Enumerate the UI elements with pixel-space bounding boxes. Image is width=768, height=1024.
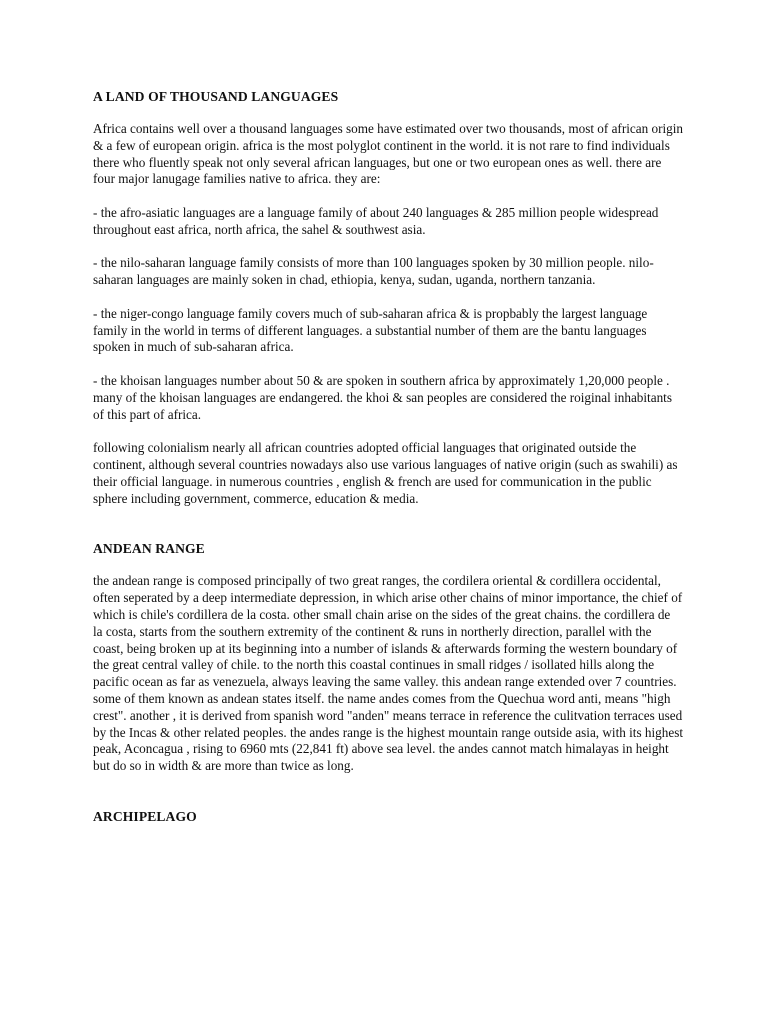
paragraph-andean-range: the andean range is composed principally of two great ranges, the cordilera oriental & cordillera occidental, often seperated by a deep intermediate depression, in which arise other chains of minor importance, the chief of which is chile's cordillera de la costa. other small chain arise on the sides of the great chains. the cordillera de la costa, starts from the southern extremity of the continent & runs in northerly direction, parallel with the coast, being broken up at its beginning into a number of islands & afterwards forming the western boundary of the great central valley of chile. to the north this coastal continues in small ridges / isollated hills along the pacific ocean as far as venezuela, always leaving the same valley. this andean range extended over 7 countries. some of them known as andean states itself. the name andes comes from the Quechua word anti, means "high crest". another , it is derived from spanish word "anden" means terrace in reference the culitvation terraces used by the Incas & other related peoples. the andes range is the highest mountain range outside asia, with its highest peak, Aconcagua , rising to 6960 mts (22,841 ft) above sea level. the andes cannot match himalayas in height but do so in width & are more than twice as long. <box>93 573 683 774</box>
paragraph-colonialism: following colonialism nearly all african countries adopted official languages that originated outside the continent, although several countries nowadays also use various languages of native origin (such as swahili) as their official language. in numerous countries , english & french are used for communication in the public sphere including government, commerce, education & media. <box>93 440 678 506</box>
paragraph-khoisan: - the khoisan languages number about 50 & are spoken in southern africa by approximately 1,20,000 people . many of the khoisan languages are endangered. the khoi & san peoples are considered the roiginal inhabitants of this part of africa. <box>93 372 672 422</box>
section-heading-archipelago: ARCHIPELAGO <box>93 808 197 824</box>
document-page <box>93 88 683 825</box>
paragraph-afro-asiatic: - the afro-asiatic languages are a language family of about 240 languages & 285 million people widespread throughout east africa, north africa, the sahel & southwest asia. <box>93 204 659 237</box>
paragraph-nilo-saharan: - the nilo-saharan language family consists of more than 100 languages spoken by 30 million people. nilo-saharan languages are mainly soken in chad, ethiopia, kenya, sudan, uganda, northern tanzania. <box>93 255 654 288</box>
section-heading-andean-range: ANDEAN RANGE <box>93 541 205 557</box>
paragraph-niger-congo: - the niger-congo language family covers much of sub-saharan africa & is propbably the largest language family in the world in terms of different languages. a substantial number of them are the bantu languages spoken in much of sub-saharan africa. <box>93 305 648 355</box>
paragraph-intro: Africa contains well over a thousand languages some have estimated over two thousands, most of african origin & a few of european origin. africa is the most polyglot continent in the world. it is not rare to find individuals there who fluently speak not only several african languages, but one or two european ones as well. there are four major lanugage families native to africa. they are: <box>93 121 683 187</box>
section-heading-languages: A LAND OF THOUSAND LANGUAGES <box>93 89 339 104</box>
